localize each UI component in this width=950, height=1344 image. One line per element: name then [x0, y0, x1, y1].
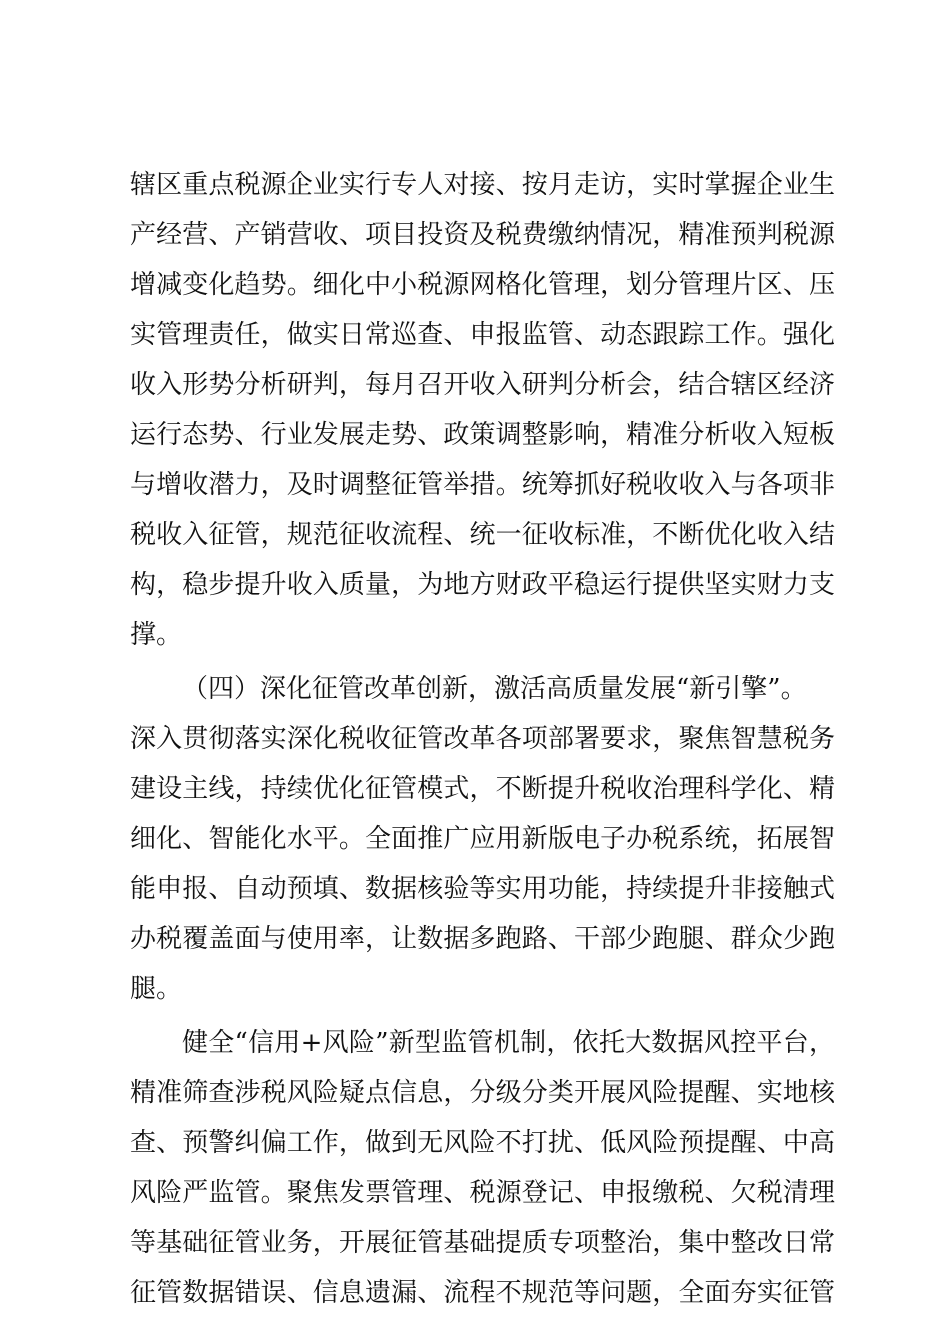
text-line: 与增收潜力，及时调整征管举措。统筹抓好税收收入与各项非 [130, 470, 835, 500]
text-line: 建设主线，持续优化征管模式，不断提升税收治理科学化、精 [130, 774, 835, 804]
text-line: 细化、智能化水平。全面推广应用新版电子办税系统，拓展智 [130, 824, 835, 854]
text-line: 构，稳步提升收入质量，为地方财政平稳运行提供坚实财力支 [130, 570, 835, 600]
text-line: 健全“信用+风险”新型监管机制，依托大数据风控平台， [182, 1028, 835, 1058]
paragraph-revenue-analysis [130, 160, 835, 660]
text-line: 腿。 [130, 974, 183, 1004]
text-line: 精准筛查涉税风险疑点信息，分级分类开展风险提醒、实地核 [130, 1078, 835, 1108]
text-line: 辖区重点税源企业实行专人对接、按月走访，实时掌握企业生 [130, 170, 835, 200]
document-body [130, 160, 835, 1318]
text-line: 实管理责任，做实日常巡查、申报监管、动态跟踪工作。强化 [130, 320, 835, 350]
paragraph-credit-risk [130, 1018, 835, 1318]
section-heading-line: （四）深化征管改革创新，激活高质量发展“新引擎”。 [182, 674, 807, 704]
paragraph-section-four [130, 664, 835, 1014]
text-line: 查、预警纠偏工作，做到无风险不打扰、低风险预提醒、中高 [130, 1128, 835, 1158]
text-line: 产经营、产销营收、项目投资及税费缴纳情况，精准预判税源 [130, 220, 835, 250]
text-line: 办税覆盖面与使用率，让数据多跑路、干部少跑腿、群众少跑 [130, 924, 835, 954]
text-line: 收入形势分析研判，每月召开收入研判分析会，结合辖区经济 [130, 370, 835, 400]
text-line: 撑。 [130, 620, 183, 650]
text-line: 运行态势、行业发展走势、政策调整影响，精准分析收入短板 [130, 420, 835, 450]
text-line: 能申报、自动预填、数据核验等实用功能，持续提升非接触式 [130, 874, 835, 904]
text-line: 风险严监管。聚焦发票管理、税源登记、申报缴税、欠税清理 [130, 1178, 835, 1208]
text-line: 税收入征管，规范征收流程、统一征收标准，不断优化收入结 [130, 520, 835, 550]
text-line: 增减变化趋势。细化中小税源网格化管理，划分管理片区、压 [130, 270, 835, 300]
text-line: 征管数据错误、信息遗漏、流程不规范等问题，全面夯实征管 [130, 1278, 835, 1308]
text-line: 深入贯彻落实深化税收征管改革各项部署要求，聚焦智慧税务 [130, 724, 835, 754]
text-line: 等基础征管业务，开展征管基础提质专项整治，集中整改日常 [130, 1228, 835, 1258]
